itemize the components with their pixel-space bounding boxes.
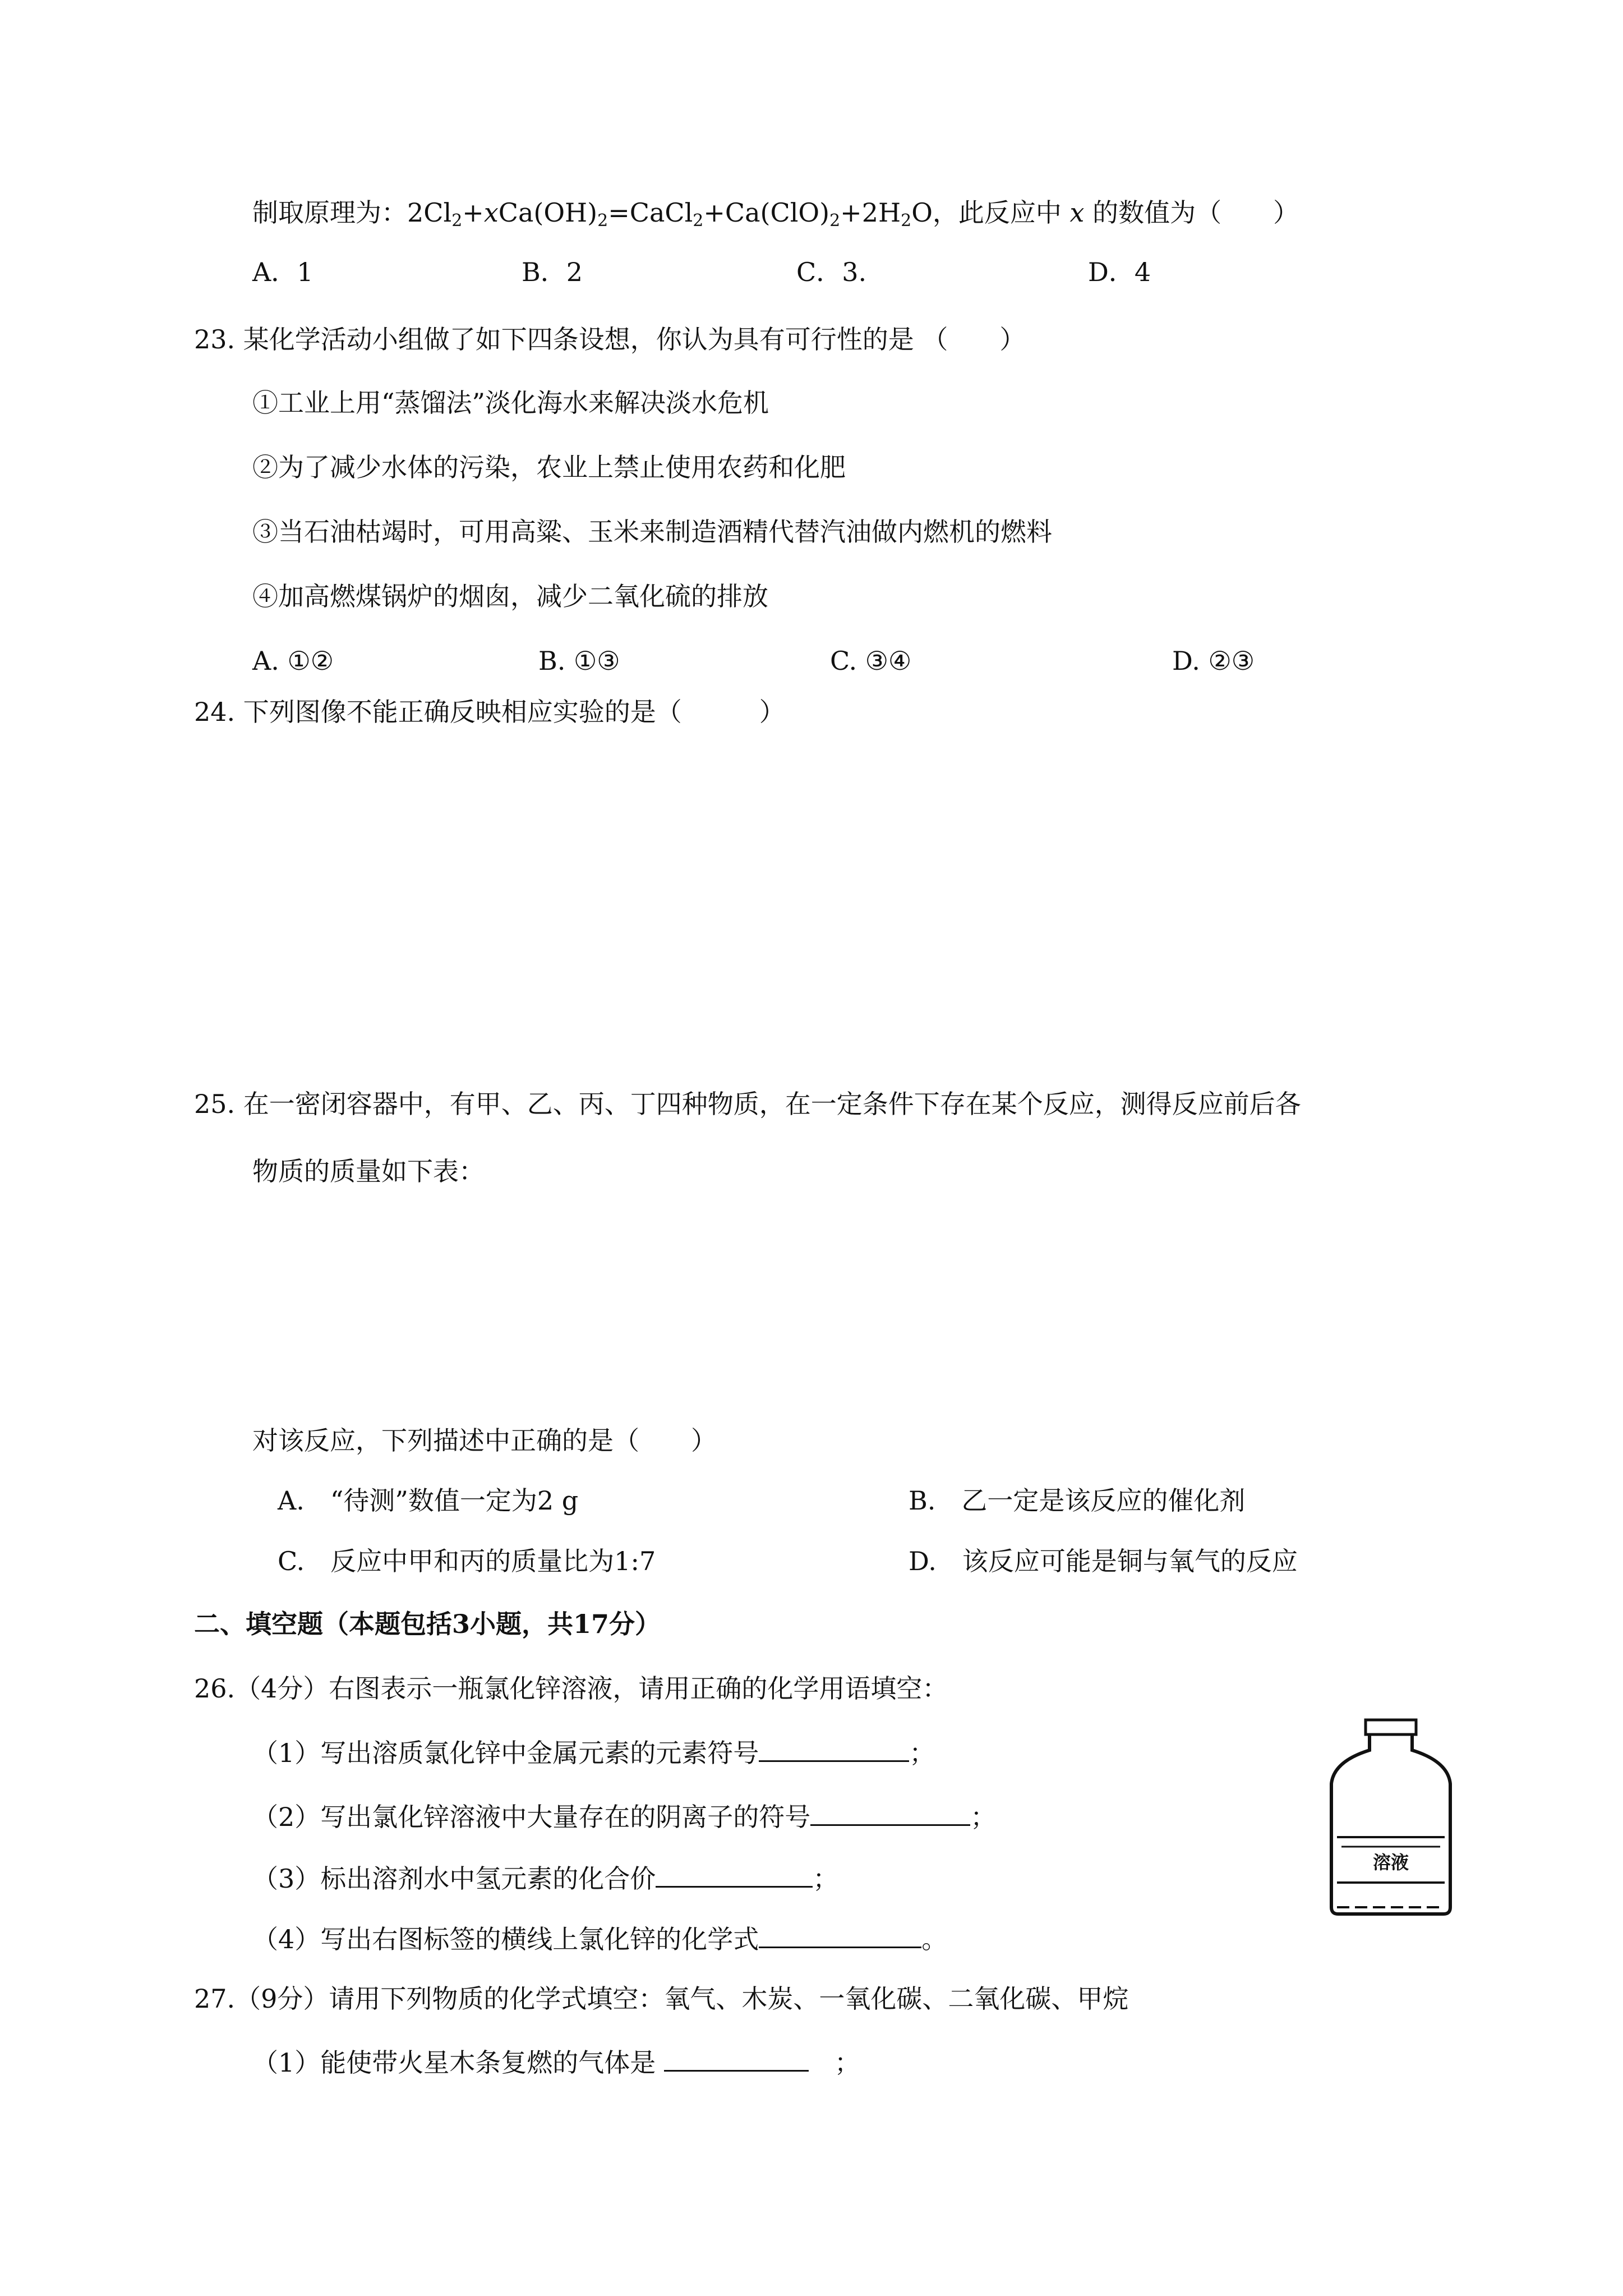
answer-blank[interactable] xyxy=(759,1738,909,1762)
answer-blank[interactable] xyxy=(759,1924,921,1948)
q25-option-b[interactable]: B. 乙一定是该反应的催化剂 xyxy=(909,1485,1246,1516)
q25-question: 对该反应，下列描述中正确的是（ ） xyxy=(252,1425,717,1456)
q23-option-b[interactable]: B. ①③ xyxy=(538,646,620,676)
q22-option-c[interactable]: C．3. xyxy=(796,257,867,287)
q23-option-a[interactable]: A. ①② xyxy=(252,646,334,676)
q25-stem-line2: 物质的质量如下表： xyxy=(252,1156,485,1186)
q22-stem: 制取原理为：$2Cl_2+xCa(OH)_2=CaCl_2+Ca(ClO)_2+2H_2O$，此反应中 x 的数值为（ ） xyxy=(252,197,1299,231)
q26-item-3: （3）标出溶剂水中氢元素的化合价 ； xyxy=(252,1864,839,1894)
q23-item-1: ①工业上用“蒸馏法”淡化海水来解决淡水危机 xyxy=(252,388,769,418)
answer-blank[interactable] xyxy=(656,1864,813,1888)
q23-stem: 23. 某化学活动小组做了如下四条设想，你认为具有可行性的是 （ ） xyxy=(194,324,1026,355)
q25-option-a[interactable]: A. “待测”数值一定为2 g xyxy=(278,1485,579,1516)
reagent-bottle-figure xyxy=(1324,1717,1458,1918)
answer-blank[interactable] xyxy=(664,2047,809,2072)
q23-item-2: ②为了减少水体的污染，农业上禁止使用农药和化肥 xyxy=(252,452,846,482)
q22-option-d[interactable]: D．4 xyxy=(1088,257,1151,287)
q25-option-c[interactable]: C. 反应中甲和丙的质量比为1:7 xyxy=(278,1546,656,1576)
q26-item-1: （1）写出溶质氯化锌中金属元素的元素符号 ； xyxy=(252,1738,935,1768)
bottle-label-text: 溶液 xyxy=(1372,1852,1409,1873)
q23-item-4: ④加高燃煤锅炉的烟囱，减少二氧化硫的排放 xyxy=(252,581,768,611)
q26-item-4: （4）写出右图标签的横线上氯化锌的化学式 。 xyxy=(252,1924,948,1954)
q24-stem: 24. 下列图像不能正确反映相应实验的是（ ） xyxy=(194,697,785,727)
q22-option-b[interactable]: B．2 xyxy=(522,257,583,287)
section-title: 二、填空题（本题包括3小题，共17分） xyxy=(194,1609,661,1639)
q25-stem-line1: 25. 在一密闭容器中，有甲、乙、丙、丁四种物质，在一定条件下存在某个反应，测得反应前后各 xyxy=(194,1089,1301,1119)
bottle-icon xyxy=(1324,1717,1458,1918)
q26-stem: 26.（4分）右图表示一瓶氯化锌溶液，请用正确的化学用语填空： xyxy=(194,1673,948,1704)
q27-item-1: （1）能使带火星木条复燃的气体是 ； xyxy=(252,2047,860,2078)
q23-option-d[interactable]: D. ②③ xyxy=(1172,646,1255,676)
q27-stem: 27.（9分）请用下列物质的化学式填空：氧气、木炭、一氧化碳、二氧化碳、甲烷 xyxy=(194,1984,1129,2014)
answer-blank[interactable] xyxy=(810,1802,970,1826)
q23-option-c[interactable]: C. ③④ xyxy=(830,646,912,676)
q25-option-d[interactable]: D. 该反应可能是铜与氧气的反应 xyxy=(909,1546,1298,1576)
q26-item-2: （2）写出氯化锌溶液中大量存在的阴离子的符号 ； xyxy=(252,1802,997,1832)
q22-option-a[interactable]: A．1 xyxy=(252,257,313,287)
q23-item-3: ③当石油枯竭时，可用高粱、玉米来制造酒精代替汽油做内燃机的燃料 xyxy=(252,517,1052,547)
